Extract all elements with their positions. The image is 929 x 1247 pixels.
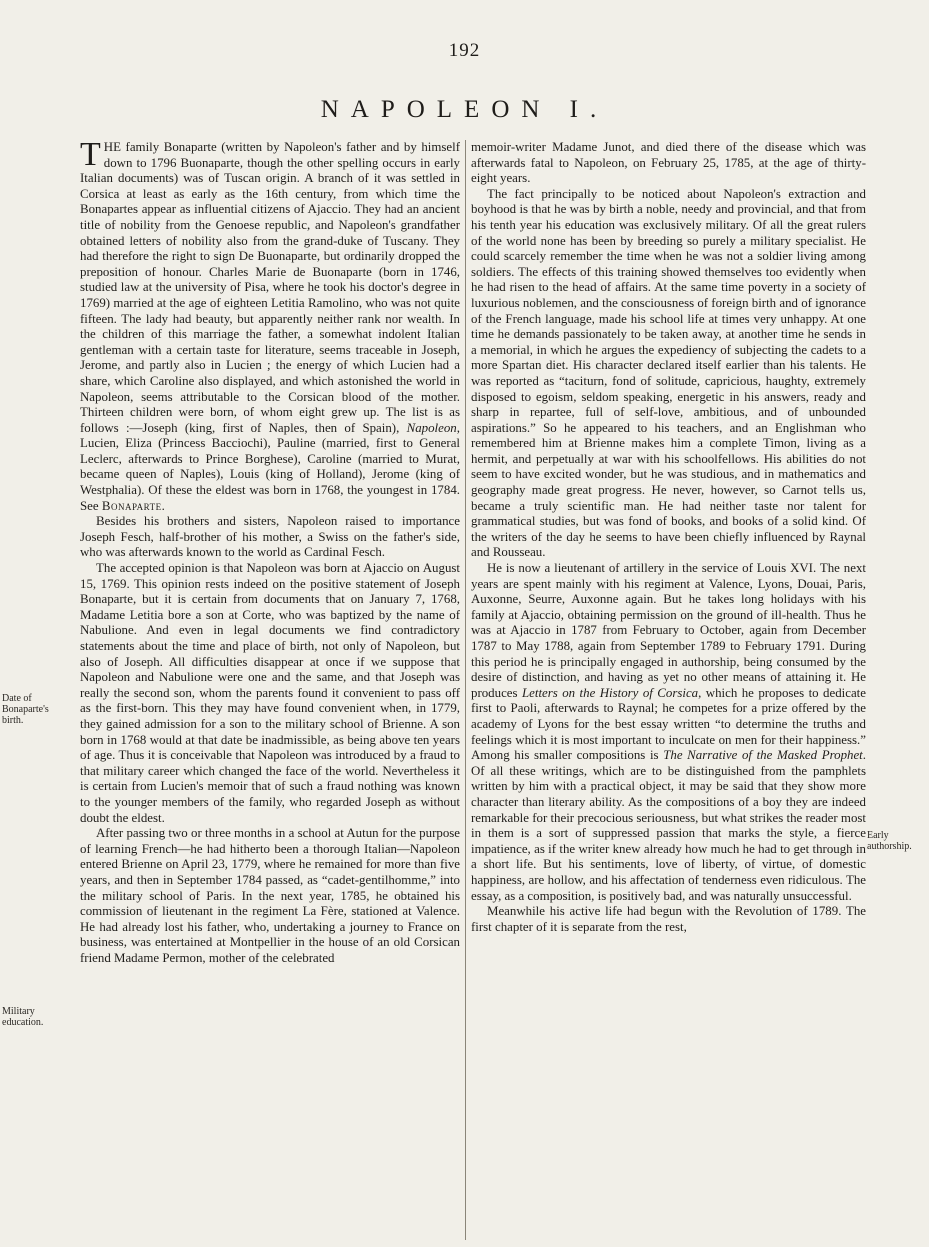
paragraph-education: After passing two or three months in a school at Autun for the purpose of learning French—he had hitherto been a thorough Italian—Napoleon entered Brienne on April 23, 1779, where he remained for more than five years, and then in September 1784 passed, as “cadet-gentilhomme,” into the military school of Paris. In the next year, 1785, he obtained his commission of lieutenant in the regiment La Fère, stationed at Valence. He had already lost his father, who, undertaking a journey to France on business, was entertained at Montpellier in the house of an old Corsican friend Madame Permon, mother of the celebrated: [80, 826, 460, 965]
left-column: [80, 140, 460, 1242]
cross-reference: Bonaparte.: [101, 498, 166, 513]
right-column: [471, 140, 866, 1242]
page-number: 192: [448, 40, 481, 61]
sidenote-early-authorship: Early authorship.: [867, 830, 912, 852]
paragraph-boyhood: The fact principally to be noticed about Napoleon's extraction and boyhood is that he was by birth a noble, needy and provincial, and that from his tenth year his education was exclusively military. Of all the great rulers of the world none has been by breeding so purely a military specialist. He could scarcely remember the time when he was not a soldier living among soldiers. The effects of this training showed themselves too evidently when he had risen to the head of affairs. At the same time poverty in a society of luxurious noblemen, and the consciousness of foreign birth and of ignorance of the French language, made his school life at times very unhappy. At one time he demands passionately to be taken away, at another time he sends in a memorial, in which he argues the expediency of subjecting the cadets to a more Spartan diet. His character declared itself earlier than his talents. He was reported as “taciturn, fond of solitude, capricious, haughty, extremely disposed to egoism, seldom speaking, energetic in his answers, ready and sharp in repartee, full of self-love, ambitious, and of unbounded aspirations.” So he appeared to his teachers, and an Englishman who remembered him at Brienne makes him a complete Timon, living as a hermit, and perpetually at war with his schoolfellows. His abilities do not seem to have excited wonder, but he was studious, and in mathematics and geography made great progress. He never, however, so Carnot tells us, became a truly scientific man. He had neither taste nor talent for grammatical studies, but was fond of books, and books of a solid kind. Of the writers of the day he seems to have been chiefly influenced by Raynal and Rousseau.: [471, 186, 866, 560]
paragraph-father-death: memoir-writer Madame Junot, and died there of the disease which was afterwards fatal to Napoleon, on February 25, 1785, at the age of thirty-eight years.: [471, 140, 866, 186]
drop-cap: T: [80, 140, 101, 173]
paragraph-lieutenant: He is now a lieutenant of artillery in the service of Louis XVI. The next years are spent mainly with his regiment at Valence, Lyons, Douai, Paris, Auxonne, Seurre, Auxonne again. But he takes long holidays with his family at Ajaccio, obtaining permission on the ground of ill-health. Thus he was at Ajaccio in 1787 from February to October, again from December 1787 to May 1788, again from September 1789 to February 1791. During this period he is principally engaged in authorship, being consumed by the desire of distinction, and having as yet no other means of attaining it. He produces Letters on the History of Corsica, which he proposes to dedicate first to Paoli, afterwards to Raynal; he competes for a prize offered by the academy of Lyons for the best essay written “to determine the truths and feelings which it is most important to inculcate on men for their happiness.” Among his smaller compositions is The Narrative of the Masked Prophet. Of all these writings, which are to be distinguished from the pamphlets written by him with a practical object, it may be said that they show more character than literary ability. As the compositions of a boy they are indeed remarkable for their precocious seriousness, but what strikes the reader most in them is a sort of suppressed passion that marks the style, a fierce impatience, as if the writer knew already how much he had to get through in a short life. But his sentiments, love of liberty, of virtue, of domestic happiness, are hollow, and his affectation of tenderness even ridiculous. The essay, as a composition, is positively bad, and was naturally unsuccessful.: [471, 561, 866, 903]
sidenote-date-of-birth: Date of Bonaparte's birth.: [2, 693, 49, 726]
column-divider: [465, 140, 466, 1240]
article-title: NAPOLEON I.: [320, 96, 609, 123]
paragraph-birth-date: The accepted opinion is that Napoleon was born at Ajaccio on August 15, 1769. This opinion rests indeed on the positive statement of Joseph Bonaparte, but it is certain from documents that on January 7, 1768, Madame Letitia bore a son at Corte, who was baptized by the name of Nabulione. And even in legal documents we find contradictory statements about the time and place of birth, not only of Napoleon, but also of Joseph. All difficulties disappear at once if we suppose that Napoleon and Nabulione were one and the same, and that Joseph was really the second son, whom the parents found it convenient to pass off as the first-born. This they may have found convenient when, in 1779, they gained admission for a son to the military school of Brienne. A son born in 1768 would at that date be inadmissible, as being above ten years of age. Thus it is conceivable that Napoleon was introduced by a fraud to that military career which changed the face of the world. Nevertheless it is certain from Lucien's memoir that of such a fraud nothing was known to the younger members of the family, who regarded Joseph as without doubt the eldest.: [80, 561, 460, 825]
paragraph-revolution: Meanwhile his active life had begun with the Revolution of 1789. The first chapter of it is separate from the rest,: [471, 904, 866, 934]
paragraph-family-origin: THE family Bonaparte (written by Napoleon's father and by himself down to 1796 Buonaparte, though the other spelling occurs in early Italian documents) was of Tuscan origin. A branch of it was settled in Corsica at least as early as the 16th century, from which time the Bonapartes appear as influential citizens of Ajaccio. They had an ancient title of nobility from the Genoese republic, and Napoleon's grandfather obtained letters of nobility also from the grand-duke of Tuscany. They had therefore the right to sign De Buonaparte, but ordinarily dropped the preposition of honour. Charles Marie de Buonaparte (born in 1746, studied law at the university of Pisa, where he took his doctor's degree in 1769) married at the age of eighteen Letitia Ramolino, who was not quite fifteen. The lady had beauty, but apparently neither rank nor wealth. In the children of this marriage the father, a somewhat indolent Italian gentleman with a certain taste for literature, seems traceable in Joseph, Jerome, and partly also in Lucien ; the energy of which Lucien had a share, which Caroline also displayed, and which astonished the world in Napoleon, seems attributable to the Corsican blood of the mother. Thirteen children were born, of whom eight grew up. The list is as follows :—Joseph (king, first of Naples, then of Spain), Napoleon, Lucien, Eliza (Princess Bacciochi), Pauline (married, first to General Leclerc, afterwards to Prince Borghese), Caroline (married to Murat, became queen of Naples), Louis (king of Holland), Jerome (king of Westphalia). Of these the eldest was born in 1768, the youngest in 1784. See Bonaparte.: [80, 140, 460, 513]
sidenote-military-education: Military education.: [2, 1006, 44, 1028]
paragraph-fesch: Besides his brothers and sisters, Napoleon raised to importance Joseph Fesch, half-brother of his mother, a Swiss on the father's side, who was afterwards known to the world as Cardinal Fesch.: [80, 514, 460, 560]
